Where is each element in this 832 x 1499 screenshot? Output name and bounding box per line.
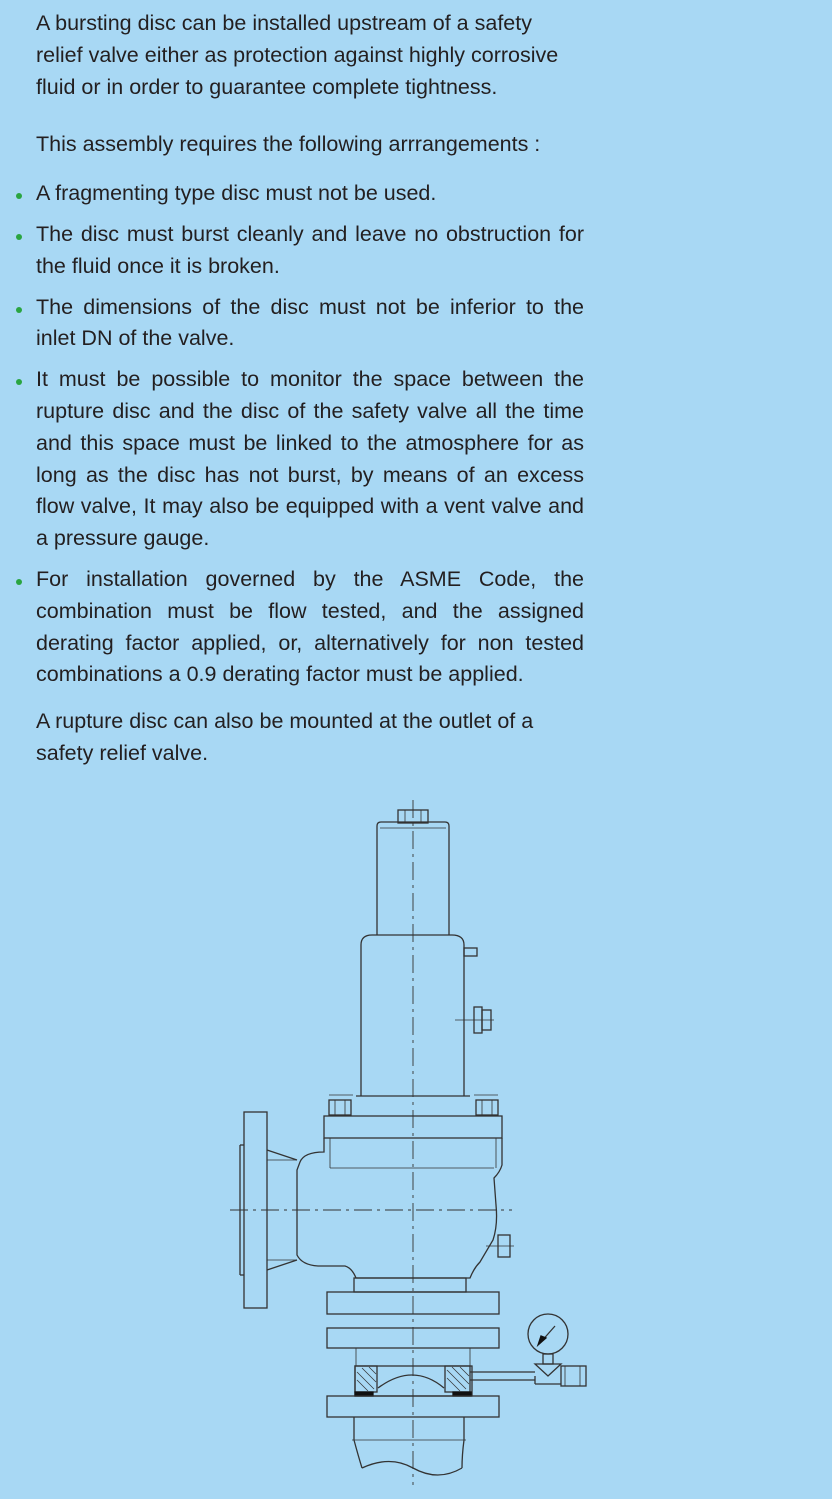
- side-plug: [455, 1007, 494, 1033]
- list-item: For installation governed by the ASME Code, the combination must be flow tested, and the assigned derating factor applied, or, alternatively for non tested combinations a 0.9 derating factor must be applied.: [36, 564, 584, 691]
- lead-paragraph: This assembly requires the following arrrangements :: [36, 132, 541, 157]
- right-bolt: [474, 1095, 498, 1115]
- vent-line: [470, 1372, 535, 1380]
- left-bolt: [329, 1095, 353, 1115]
- spring-housing: [361, 935, 464, 1096]
- list-item: It must be possible to monitor the space between the rupture disc and the disc of the safety valve all the time and this space must be linked to the atmosphere for as long as the disc has not burst, by means of an excess flow valve, It may also be equipped with a vent valve and a pressure gauge.: [36, 364, 584, 555]
- list-item: The dimensions of the disc must not be inferior to the inlet DN of the valve.: [36, 292, 584, 356]
- neck: [354, 1278, 466, 1292]
- lever-stub: [464, 948, 477, 956]
- drain-plug: [486, 1235, 514, 1257]
- outro-paragraph: A rupture disc can also be mounted at the outlet of a safety relief valve.: [36, 709, 534, 765]
- pressure-gauge: [528, 1314, 568, 1364]
- rupture-disc-holder: [355, 1366, 472, 1396]
- valve-body: [297, 1138, 502, 1278]
- outlet-pipe: [354, 1417, 464, 1468]
- intro-paragraph: A bursting disc can be installed upstream of a safety relief valve either as protection against highly corrosive fluid or in order to guarantee complete tightness.: [36, 11, 559, 99]
- list-item: The disc must burst cleanly and leave no obstruction for the fluid once it is broken.: [36, 219, 584, 283]
- list-item: A fragmenting type disc must not be used.: [36, 178, 584, 210]
